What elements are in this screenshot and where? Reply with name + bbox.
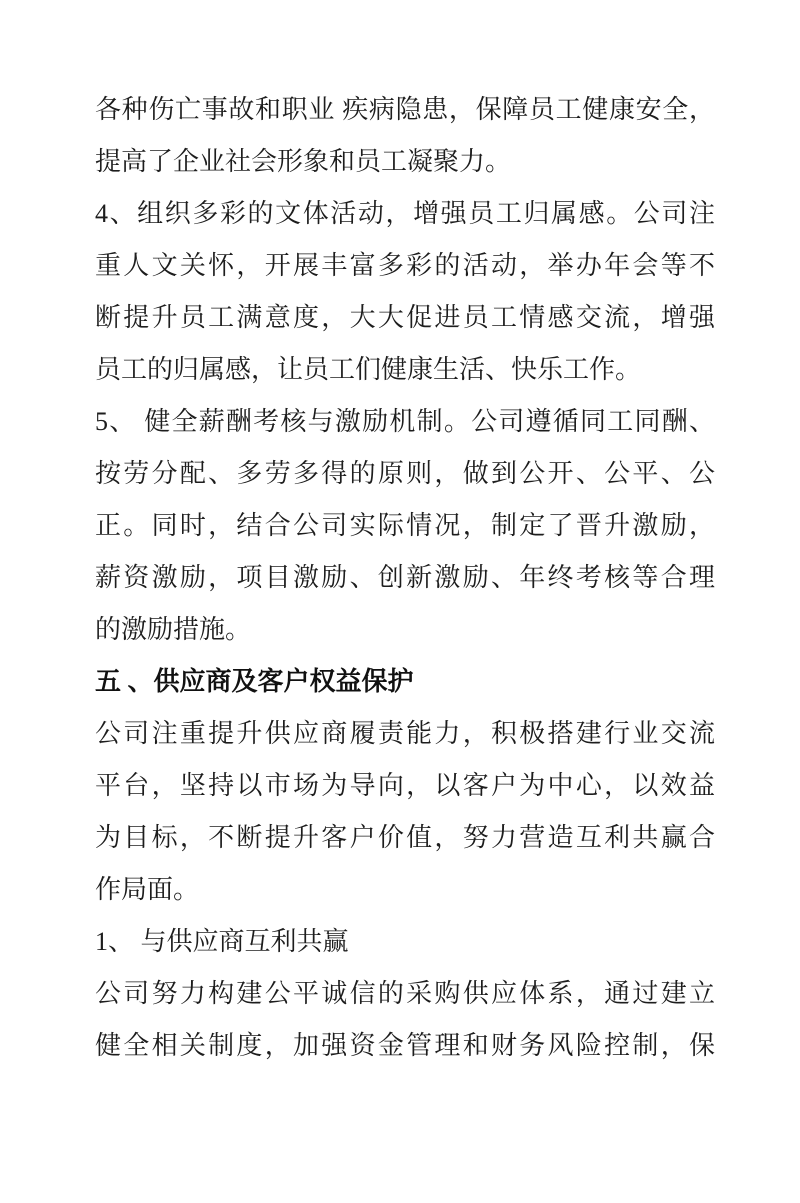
text-line: 提高了企业社会形象和员工凝聚力。 (95, 147, 512, 176)
section-heading: 五 、供应商及客户权益保护 (95, 667, 414, 696)
text-line: 5、 健全薪酬考核与激励机制。公司遵循同工同酬、 (95, 407, 715, 436)
text-line: 公司注重提升供应商履责能力，积极搭建行业交流 (95, 719, 715, 748)
text-line: 断提升员工满意度，大大促进员工情感交流，增强 (95, 303, 715, 332)
text-line: 薪资激励，项目激励、创新激励、年终考核等合理 (95, 563, 715, 592)
text-line: 的激励措施。 (95, 615, 252, 644)
text-line: 平台，坚持以市场为导向，以客户为中心，以效益 (95, 771, 715, 800)
text-line: 为目标，不断提升客户价值，努力营造互利共赢合 (95, 823, 715, 852)
text-line: 按劳分配、多劳多得的原则，做到公开、公平、公 (95, 459, 715, 488)
text-line: 4、组织多彩的文体活动，增强员工归属感。公司注 (95, 199, 715, 228)
document-text-block (95, 84, 715, 1072)
text-line: 正。同时，结合公司实际情况，制定了晋升激励， (95, 511, 715, 540)
text-line: 各种伤亡事故和职业 疾病隐患，保障员工健康安全， (95, 95, 715, 124)
text-line: 重人文关怀，开展丰富多彩的活动，举办年会等不 (95, 251, 715, 280)
text-line: 员工的归属感，让员工们健康生活、快乐工作。 (95, 355, 642, 384)
text-line: 1、 与供应商互利共赢 (95, 927, 349, 956)
text-line: 作局面。 (95, 875, 200, 904)
text-line: 公司努力构建公平诚信的采购供应体系，通过建立 (95, 979, 715, 1008)
text-line: 健全相关制度，加强资金管理和财务风险控制，保 (95, 1031, 715, 1060)
